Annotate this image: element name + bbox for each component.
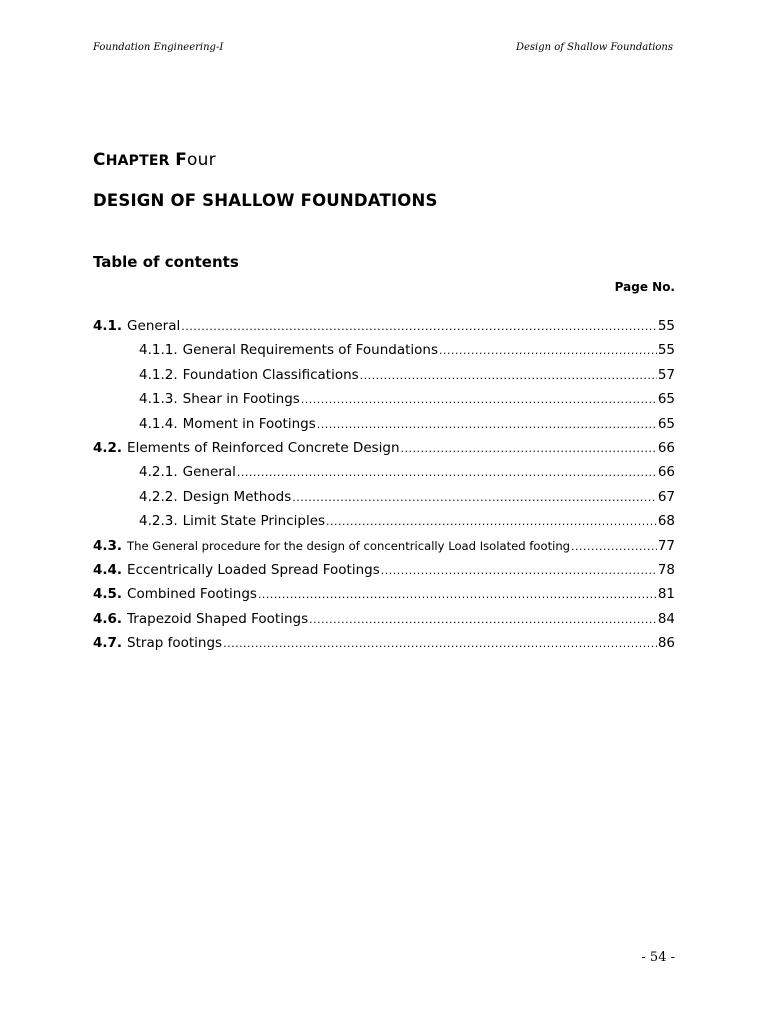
chapter-f-cap: F: [175, 150, 188, 170]
toc-label: Trapezoid Shaped Footings: [127, 610, 309, 627]
table-of-contents: [93, 318, 675, 659]
toc-entry-4-1-3[interactable]: [93, 391, 675, 415]
toc-entry-4-4[interactable]: [93, 562, 675, 586]
toc-heading: Table of contents: [93, 253, 239, 271]
running-header-right: Design of Shallow Foundations: [515, 42, 673, 53]
toc-leader: [301, 393, 657, 406]
page-number-footer: - 54 -: [641, 950, 675, 965]
toc-entry-4-1-1[interactable]: [93, 342, 675, 366]
toc-label: Foundation Classifications: [182, 366, 359, 383]
toc-entry-4-3[interactable]: [93, 538, 675, 562]
toc-page: 84: [657, 610, 675, 627]
chapter-f-rest: our: [187, 150, 216, 170]
toc-label: Combined Footings: [127, 586, 257, 603]
toc-number: 4.2.2.: [139, 488, 178, 505]
toc-number: 4.3.: [93, 537, 123, 554]
toc-number: 4.1.3.: [139, 391, 178, 408]
toc-label: Design Methods: [182, 488, 292, 505]
toc-leader: [439, 344, 657, 357]
toc-number: 4.1.1.: [139, 342, 178, 359]
toc-number: 4.4.: [93, 561, 123, 578]
toc-entry-4-1[interactable]: [93, 318, 675, 342]
toc-number: 4.1.: [93, 318, 123, 334]
toc-label: Elements of Reinforced Concrete Design: [127, 439, 400, 456]
toc-page: 67: [657, 488, 675, 505]
toc-leader: [401, 442, 657, 455]
toc-number: 4.2.: [93, 439, 123, 456]
chapter-label: [93, 150, 216, 170]
chapter-title: DESIGN OF SHALLOW FOUNDATIONS: [93, 191, 438, 210]
toc-number: 4.1.4.: [139, 415, 178, 432]
toc-page: 81: [657, 586, 675, 603]
toc-page: 77: [657, 537, 675, 554]
toc-page: 65: [657, 391, 675, 408]
toc-number: 4.6.: [93, 610, 123, 627]
toc-label: Limit State Principles: [182, 513, 326, 530]
toc-leader: [360, 369, 657, 382]
toc-page: 78: [657, 561, 675, 578]
toc-entry-4-1-2[interactable]: [93, 367, 675, 391]
toc-page: 65: [657, 415, 675, 432]
toc-entry-4-2-2[interactable]: [93, 489, 675, 513]
toc-entry-4-1-4[interactable]: [93, 416, 675, 440]
toc-leader: [571, 540, 657, 553]
toc-entry-4-2[interactable]: [93, 440, 675, 464]
toc-page: 66: [657, 439, 675, 456]
toc-leader: [309, 613, 657, 626]
toc-leader: [258, 588, 657, 601]
toc-number: 4.1.2.: [139, 366, 178, 383]
toc-number: 4.2.1.: [139, 464, 178, 481]
toc-entry-4-2-1[interactable]: [93, 464, 675, 488]
toc-leader: [326, 515, 657, 528]
toc-page: 57: [657, 366, 675, 383]
toc-label: General: [127, 318, 181, 334]
toc-page: 55: [657, 318, 675, 334]
toc-entry-4-7[interactable]: [93, 635, 675, 659]
toc-page: 86: [657, 635, 675, 652]
page-no-label: Page No.: [614, 280, 675, 294]
toc-number: 4.5.: [93, 586, 123, 603]
toc-label: Shear in Footings: [182, 391, 300, 408]
chapter-c-rest: HAPTER: [105, 153, 170, 169]
toc-page: 68: [657, 513, 675, 530]
toc-leader: [181, 320, 657, 333]
toc-leader: [292, 491, 657, 504]
toc-label: The General procedure for the design of concentrically Load Isolated footing: [127, 538, 571, 553]
toc-leader: [237, 466, 657, 479]
toc-entry-4-6[interactable]: [93, 611, 675, 635]
chapter-c-cap: C: [93, 150, 106, 170]
toc-entry-4-2-3[interactable]: [93, 513, 675, 537]
running-header-left: Foundation Engineering-I: [93, 42, 224, 53]
toc-label: General Requirements of Foundations: [182, 342, 438, 359]
toc-page: 55: [657, 342, 675, 359]
toc-entry-4-5[interactable]: [93, 586, 675, 610]
toc-leader: [317, 418, 657, 431]
toc-number: 4.7.: [93, 635, 123, 652]
toc-label: Strap footings: [127, 635, 223, 652]
toc-number: 4.2.3.: [139, 513, 178, 530]
toc-label: General: [182, 464, 236, 481]
toc-leader: [381, 564, 657, 577]
toc-page: 66: [657, 464, 675, 481]
toc-label: Eccentrically Loaded Spread Footings: [127, 561, 380, 578]
toc-label: Moment in Footings: [182, 415, 316, 432]
toc-leader: [223, 637, 657, 650]
